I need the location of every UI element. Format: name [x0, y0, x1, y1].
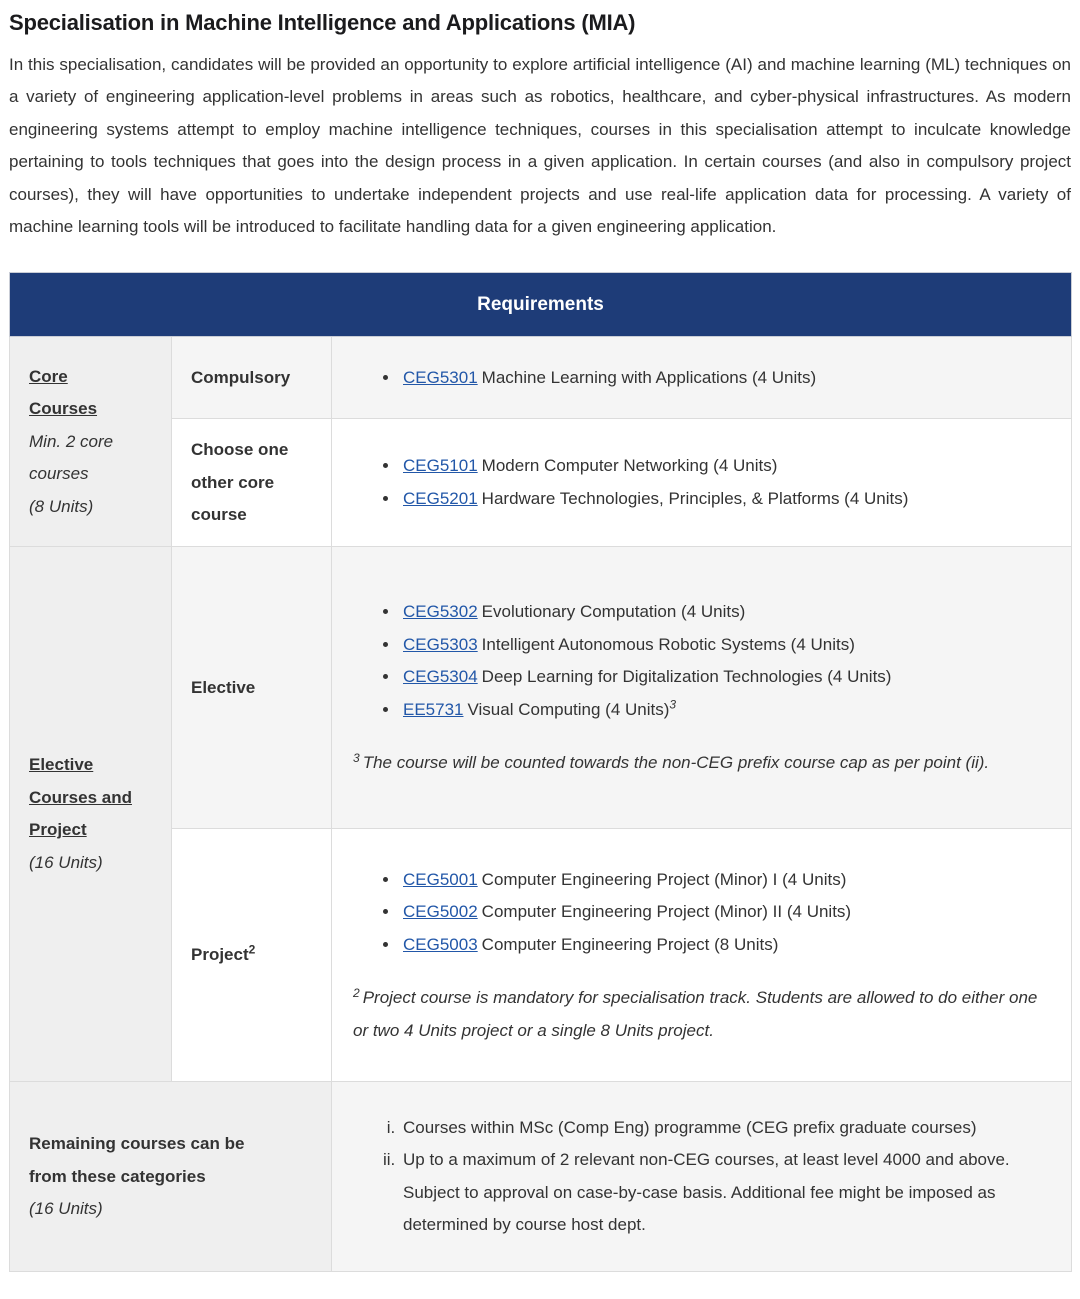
- table-row: [10, 547, 1072, 829]
- category-item: i. Courses within MSc (Comp Eng) programme (CEG prefix graduate courses): [400, 1112, 1041, 1145]
- link-ceg5304[interactable]: CEG5304: [403, 667, 478, 687]
- footnote-ref-3: 3: [669, 697, 677, 712]
- core-courses-label: Core: [29, 366, 68, 386]
- core-courses-note: courses: [29, 464, 89, 484]
- course-item: [400, 483, 1041, 516]
- requirements-table: [9, 272, 1072, 1272]
- core-courses-note: (8 Units): [29, 496, 94, 516]
- course-title: Modern Computer Networking (4 Units): [481, 456, 778, 476]
- footnote-marker-3: 3: [353, 750, 360, 765]
- remaining-categories-cell: [332, 1082, 1072, 1272]
- core-courses-note: Min. 2 core: [29, 431, 114, 451]
- course-title: Machine Learning with Applications (4 Units): [481, 367, 817, 387]
- course-item: [400, 450, 1041, 483]
- course-item: [400, 896, 1041, 929]
- compulsory-type-cell: Compulsory: [172, 337, 332, 419]
- course-item: [400, 694, 1041, 727]
- core-courses-group-cell: [10, 337, 172, 547]
- project-type-label: Project: [191, 945, 249, 965]
- remaining-courses-cell: [10, 1082, 332, 1272]
- footnote-marker-2: 2: [353, 985, 360, 1000]
- link-ee5731[interactable]: EE5731: [403, 699, 464, 719]
- course-title: Hardware Technologies, Principles, & Platforms (4 Units): [481, 488, 909, 508]
- elective-project-note: (16 Units): [29, 852, 103, 872]
- link-ceg5001[interactable]: CEG5001: [403, 869, 478, 889]
- core-courses-label: Courses: [29, 399, 98, 419]
- course-title: Computer Engineering Project (Minor) II (4 Units): [481, 902, 852, 922]
- course-title: Visual Computing (4 Units): [467, 699, 670, 719]
- project-footnote: [353, 982, 1041, 1047]
- course-title: Computer Engineering Project (8 Units): [481, 934, 779, 954]
- remaining-courses-label: from these categories: [29, 1166, 206, 1186]
- course-title: Computer Engineering Project (Minor) I (4 Units): [481, 869, 847, 889]
- link-ceg5002[interactable]: CEG5002: [403, 902, 478, 922]
- course-title: Deep Learning for Digitalization Technologies (4 Units): [481, 667, 892, 687]
- elective-footnote: [353, 747, 1041, 780]
- course-item: [400, 661, 1041, 694]
- elective-project-label: Courses and: [29, 787, 132, 807]
- link-ceg5303[interactable]: CEG5303: [403, 634, 478, 654]
- choose-one-courses-cell: [332, 419, 1072, 547]
- intro-paragraph: In this specialisation, candidates will be provided an opportunity to explore artificial intelligence (AI) and machine learning (ML) techniques on a variety of engineering application-level problems in areas such as robotics, healthcare, and cyber-physical infrastructures. As modern engineering systems attempt to employ machine intelligence techniques, courses in this specialisation attempt to inculcate knowledge pertaining to tools techniques that goes into the design process in a given application. In certain courses (and also in compulsory project courses), they will have opportunities to undertake independent projects and use real-life application data for processing. A variety of machine learning tools will be introduced to facilitate handling data for a given engineering application.: [9, 55, 1071, 237]
- link-ceg5301[interactable]: CEG5301: [403, 367, 478, 387]
- choose-one-type-cell: Choose one other core course: [172, 419, 332, 547]
- course-item: [400, 596, 1041, 629]
- project-type-cell: [172, 829, 332, 1082]
- remaining-courses-label: Remaining courses can be: [29, 1134, 245, 1154]
- course-item: [400, 929, 1041, 962]
- compulsory-courses-cell: [332, 337, 1072, 419]
- elective-footnote-text: The course will be counted towards the non-CEG prefix course cap as per point (ii).: [362, 753, 990, 773]
- project-footnote-text: Project course is mandatory for specialisation track. Students are allowed to do either one or two 4 Units project or a single 8 Units project.: [353, 988, 1038, 1040]
- link-ceg5003[interactable]: CEG5003: [403, 934, 478, 954]
- link-ceg5101[interactable]: CEG5101: [403, 456, 478, 476]
- link-ceg5302[interactable]: CEG5302: [403, 602, 478, 622]
- page-title: Specialisation in Machine Intelligence and Applications (MIA): [9, 10, 636, 35]
- course-item: [400, 864, 1041, 897]
- course-item: [400, 629, 1041, 662]
- course-item: [400, 362, 1041, 395]
- category-item: ii. Up to a maximum of 2 relevant non-CEG courses, at least level 4000 and above. Subject to approval on case-by-case basis. Additional fee might be imposed as determined by course host dept.: [400, 1144, 1041, 1242]
- table-row: [10, 337, 1072, 419]
- elective-project-label: Elective: [29, 755, 94, 775]
- elective-type-cell: Elective: [172, 547, 332, 829]
- elective-project-group-cell: [10, 547, 172, 1082]
- table-header-requirements: Requirements: [10, 273, 1072, 337]
- course-title: Evolutionary Computation (4 Units): [481, 602, 746, 622]
- remaining-courses-note: (16 Units): [29, 1199, 103, 1219]
- page: [0, 9, 1080, 1272]
- link-ceg5201[interactable]: CEG5201: [403, 488, 478, 508]
- footnote-ref-2: 2: [248, 942, 256, 957]
- table-row: [10, 1082, 1072, 1272]
- project-courses-cell: [332, 829, 1072, 1082]
- elective-project-label: Project: [29, 820, 87, 840]
- course-title: Intelligent Autonomous Robotic Systems (4 Units): [481, 634, 855, 654]
- elective-courses-cell: [332, 547, 1072, 829]
